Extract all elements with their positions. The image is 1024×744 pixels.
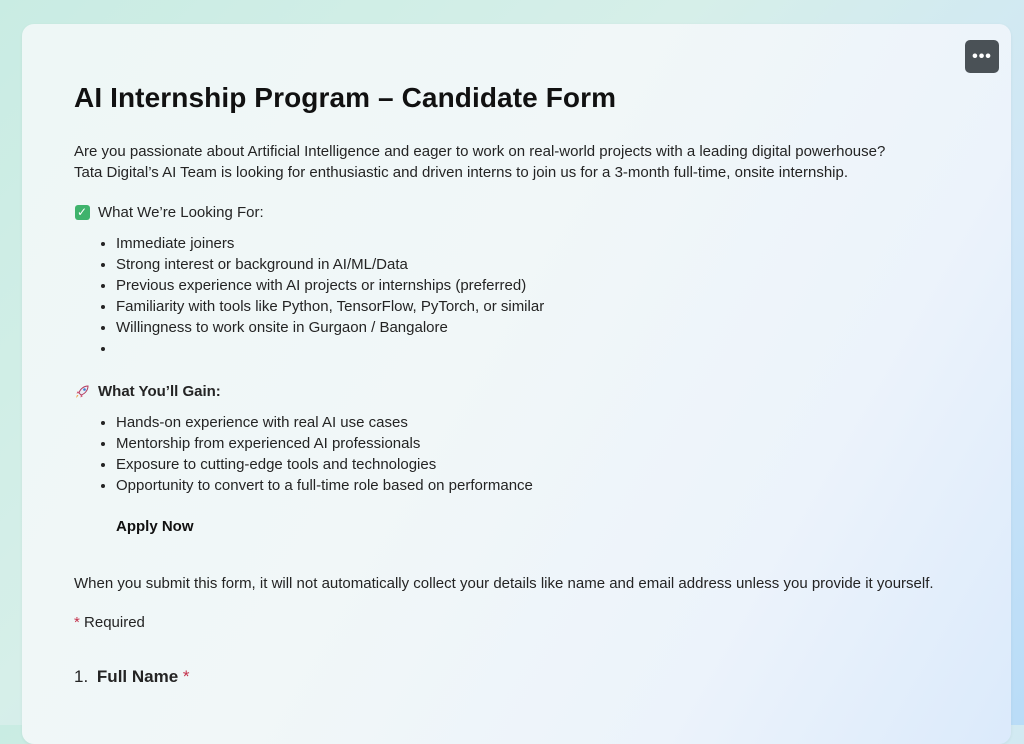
list-item-empty — [116, 338, 974, 359]
list-item: • Mentorship from experienced AI professionals — [116, 433, 974, 454]
looking-for-heading-text: What We’re Looking For: — [98, 204, 264, 221]
gain-heading-text: What You’ll Gain: — [98, 383, 221, 400]
form-card — [22, 24, 1011, 744]
required-legend — [74, 614, 974, 631]
list-item: • Opportunity to convert to a full-time role based on performance — [116, 475, 974, 496]
list-item: • Previous experience with AI projects or internships (preferred) — [116, 275, 974, 296]
more-options-button[interactable] — [965, 40, 999, 73]
intro-line-1: Are you passionate about Artificial Intelligence and eager to work on real-world projects with a leading digital powerhouse? — [74, 143, 886, 160]
form-content — [74, 82, 974, 687]
list-item: • Immediate joiners — [116, 233, 974, 254]
gain-heading — [74, 383, 974, 400]
list-item: • Willingness to work onsite in Gurgaon / Bangalore — [116, 317, 974, 338]
check-mark-icon: ✓ — [75, 205, 90, 220]
form-title: AI Internship Program – Candidate Form — [74, 82, 617, 113]
more-options-icon: ••• — [972, 47, 992, 65]
list-item: • Familiarity with tools like Python, TensorFlow, PyTorch, or similar — [116, 296, 974, 317]
question-number: 1. — [74, 667, 89, 686]
question-full-name — [74, 667, 974, 687]
rocket-icon — [74, 384, 90, 400]
looking-for-heading — [74, 204, 974, 221]
looking-for-list — [74, 233, 974, 359]
list-item: • Hands-on experience with real AI use cases — [116, 412, 974, 433]
form-description — [74, 141, 974, 183]
question-title: Full Name — [96, 667, 179, 686]
apply-now-text: Apply Now — [116, 518, 194, 535]
privacy-notice: When you submit this form, it will not automatically collect your details like name and email address unless you provide it yourself. — [74, 575, 934, 592]
required-label: Required — [84, 614, 145, 631]
required-star: * — [74, 614, 80, 631]
intro-line-2: Tata Digital’s AI Team is looking for enthusiastic and driven interns to join us for a 3-month full-time, onsite internship. — [74, 164, 849, 181]
list-item: • Exposure to cutting-edge tools and technologies — [116, 454, 974, 475]
gain-list — [74, 412, 974, 496]
question-required-star: * — [182, 667, 190, 686]
list-item: • Strong interest or background in AI/ML/Data — [116, 254, 974, 275]
